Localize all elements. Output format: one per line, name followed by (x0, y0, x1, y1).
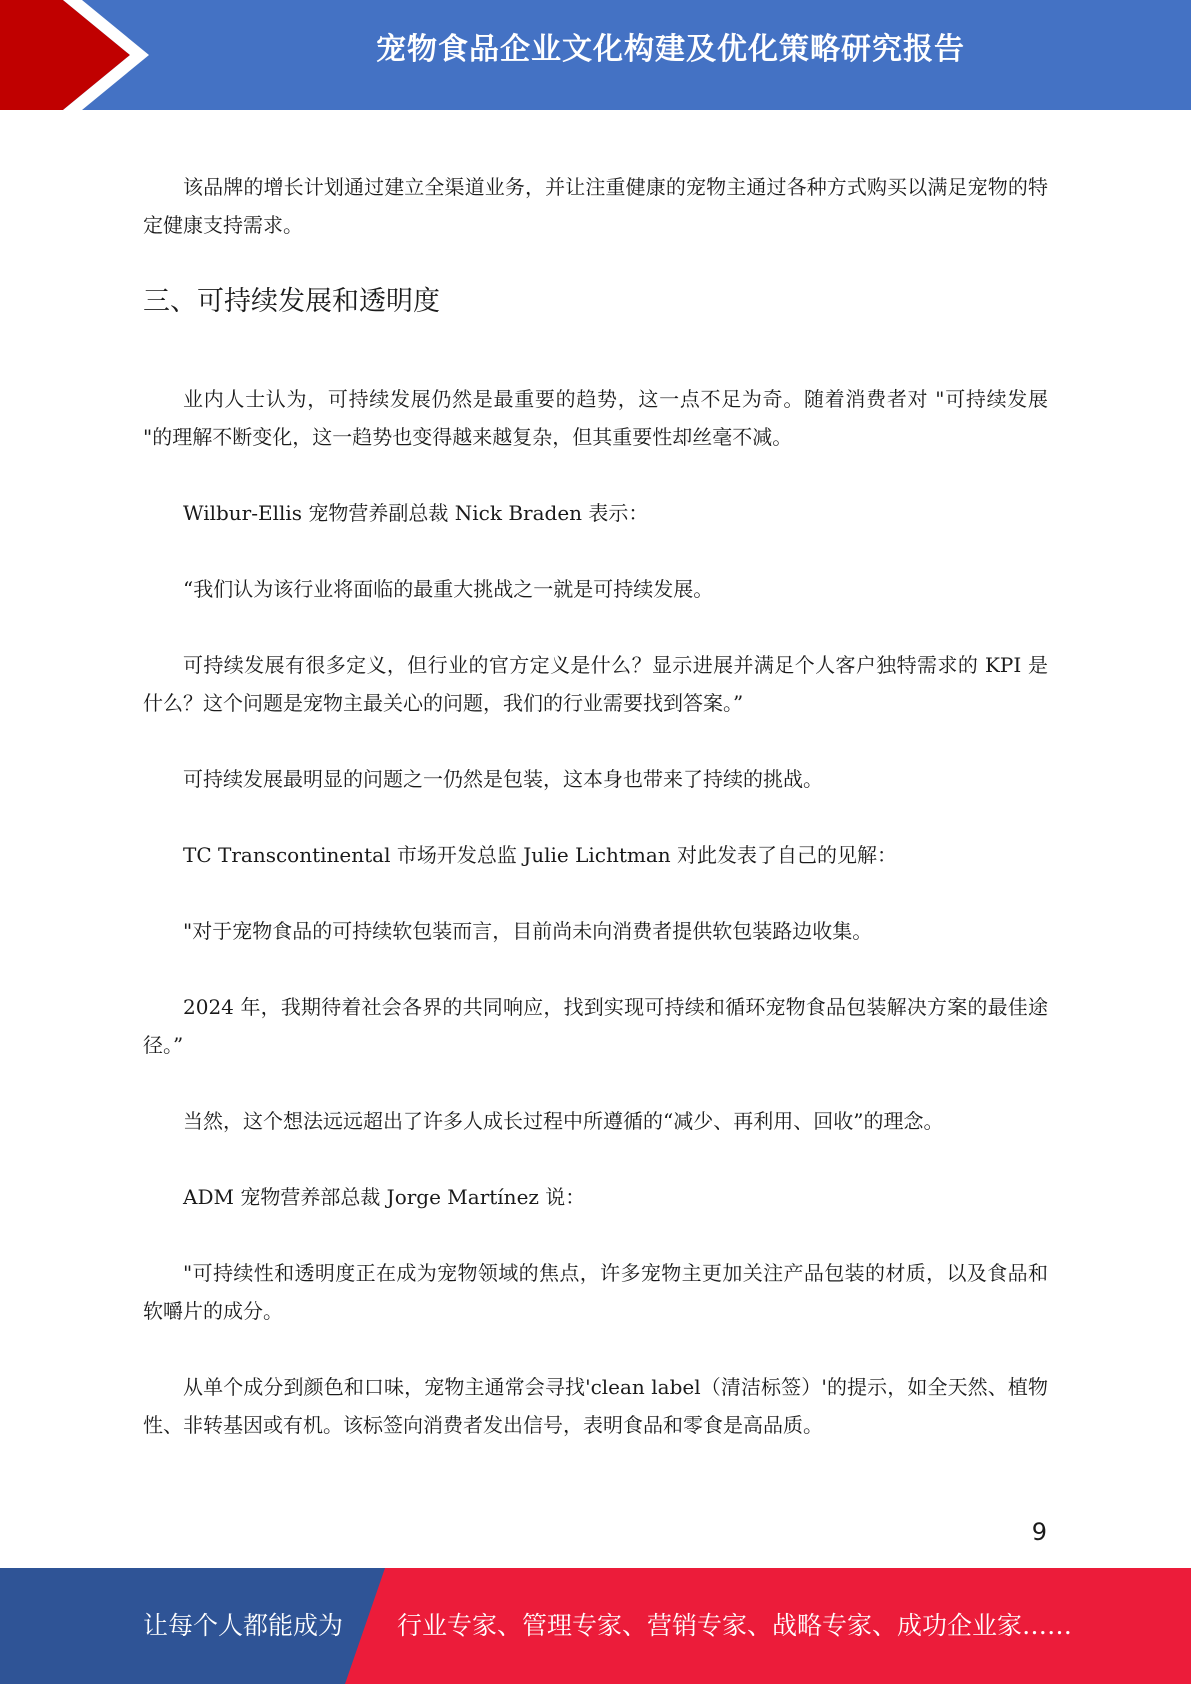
section-heading-block (143, 282, 1048, 322)
page-number: 9 (1031, 1518, 1047, 1546)
paragraph: "对于宠物食品的可持续软包装而言，目前尚未向消费者提供软包装路边收集。 (183, 919, 873, 943)
footer-slogan-right: 行业专家、管理专家、营销专家、战略专家、成功企业家…… (397, 1611, 1073, 1640)
page-header (0, 0, 1191, 110)
intro-paragraph: 该品牌的增长计划通过建立全渠道业务，并让注重健康的宠物主通过各种方式购买以满足宠物的特定健康支持需求。 (143, 175, 1048, 237)
paragraph: 可持续发展最明显的问题之一仍然是包装，这本身也带来了持续的挑战。 (183, 767, 823, 791)
document-body (143, 168, 1048, 1482)
page-footer (0, 1568, 1191, 1684)
paragraph: 当然，这个想法远远超出了许多人成长过程中所遵循的“减少、再利用、回收”的理念。 (183, 1109, 944, 1133)
document-title: 宠物食品企业文化构建及优化策略研究报告 (376, 32, 965, 67)
paragraph: "可持续性和透明度正在成为宠物领域的焦点，许多宠物主更加关注产品包装的材质，以及食品和软嚼片的成分。 (143, 1261, 1048, 1323)
paragraph: “我们认为该行业将面临的最重大挑战之一就是可持续发展。 (183, 577, 714, 601)
paragraph: 可持续发展有很多定义，但行业的官方定义是什么？显示进展并满足个人客户独特需求的 KPI 是什么？这个问题是宠物主最关心的问题，我们的行业需要找到答案。” (143, 653, 1048, 715)
section-heading: 三、可持续发展和透明度 (143, 286, 440, 317)
paragraph: ADM 宠物营养部总裁 Jorge Martínez 说： (183, 1185, 586, 1209)
paragraph: 2024 年，我期待着社会各界的共同响应，找到实现可持续和循环宠物食品包装解决方案的最佳途径。” (143, 995, 1048, 1057)
paragraph: TC Transcontinental 市场开发总监 Julie Lichtman 对此发表了自己的见解： (183, 843, 898, 867)
paragraph: 从单个成分到颜色和口味，宠物主通常会寻找'clean label（清洁标签）'的提示，如全天然、植物性、非转基因或有机。该标签向消费者发出信号，表明食品和零食是高品质。 (143, 1375, 1048, 1437)
footer-slogan-left: 让每个人都能成为 (143, 1611, 344, 1640)
paragraph: 业内人士认为，可持续发展仍然是最重要的趋势，这一点不足为奇。随着消费者对 "可持续发展 "的理解不断变化，这一趋势也变得越来越复杂，但其重要性却丝毫不减。 (143, 387, 1048, 449)
paragraph: Wilbur-Ellis 宠物营养副总裁 Nick Braden 表示： (183, 501, 649, 525)
